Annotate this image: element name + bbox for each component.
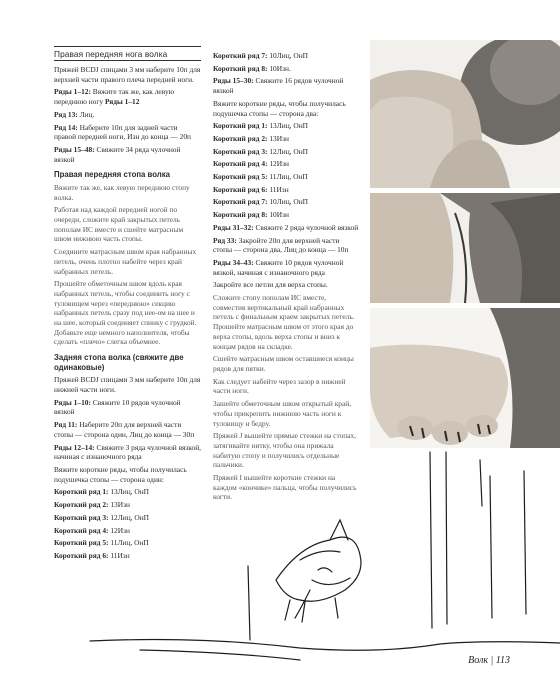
photo-back-leg-image xyxy=(370,193,560,303)
paragraph: Вяжите короткие ряды, чтобы получилась подушечка стопы — сторона два: xyxy=(213,98,346,118)
section-title-front-leg: Правая передняя нога волка xyxy=(54,46,201,61)
paragraph: Ряд 14: Наберите 10п для задней части правой передней ноги, Изн до конца — 20п xyxy=(54,122,192,142)
paragraph: Ряды 31–32: Свяжите 2 ряда чулочной вязкой xyxy=(213,222,359,232)
paragraph: Ряды 15–48: Свяжите 34 ряда чулочной вязкой xyxy=(54,144,181,164)
short-row: Короткий ряд 4: 12Изн xyxy=(213,159,289,169)
paragraph: Работая над каждой передней ногой по очереди, сложите край закрытых петель пополам ИС вместе и сшейте матрасным швом нижнюю часть стопы. xyxy=(54,205,184,244)
subheading-front-paw: Правая передняя стопа волка xyxy=(54,170,170,180)
short-row: Короткий ряд 1: 13Лиц, ОнП xyxy=(213,121,308,131)
paragraph: Как следует набейте через зазор в нижней части ноги. xyxy=(213,376,346,396)
paragraph: Ряды 1–12: Вяжите так же, как левую переднюю ногу Ряды 1–12 xyxy=(54,87,175,107)
paragraph: Пряжей J вышейте прямые стежки на стопах, затягивайте нитку, чтобы она прижала набитую стопу и получились отдельные пальчики. xyxy=(213,431,357,470)
short-row: Короткий ряд 3: 12Лиц, ОнП xyxy=(213,146,308,156)
photo-claws-image xyxy=(370,308,560,448)
photo-back-leg xyxy=(370,193,560,303)
paragraph: Пряжей I вышейте короткие стежки на каждом «кончике» пальца, чтобы получились когти. xyxy=(213,473,357,502)
subheading-back-paw: Задняя стопа волка (свяжите две одинаковые) xyxy=(54,353,184,372)
short-row: Короткий ряд 8: 10Изн xyxy=(213,210,289,220)
short-row: Короткий ряд 7: 10Лиц, ОнП xyxy=(213,51,308,60)
paragraph: Ряды 1–10: Свяжите 10 рядов чулочной вязкой xyxy=(54,397,181,417)
short-row: Короткий ряд 6: 11Изн xyxy=(213,184,289,194)
paragraph: Ряд 13: Лиц. xyxy=(54,109,95,119)
photo-front-paw xyxy=(370,40,560,188)
short-rows-list xyxy=(213,121,360,220)
paragraph: Зашейте обметочным швом открытый край, чтобы прикрепить нижнюю часть ноги к туловищу и бедру. xyxy=(213,399,352,428)
short-row: Короткий ряд 7: 10Лиц, ОнП xyxy=(213,197,308,207)
photo-claws xyxy=(370,308,560,448)
paragraph: Ряд 33: Закройте 20п для верхней части стопы — сторона два, Лиц до конца — 10п xyxy=(213,235,349,255)
short-row: Короткий ряд 8: 10Изн. xyxy=(213,63,291,73)
short-row: Короткий ряд 1: 13Лиц, ОнП xyxy=(54,487,149,497)
middle-column xyxy=(213,51,360,505)
short-rows-list xyxy=(54,487,201,560)
paragraph: Ряды 15–30: Свяжите 16 рядов чулочной вязкой xyxy=(213,76,344,96)
short-row: Короткий ряд 4: 12Изн xyxy=(54,525,130,535)
short-row: Короткий ряд 3: 12Лиц, ОнП xyxy=(54,512,149,522)
paragraph: Закройте все петли для верха стопы. xyxy=(213,280,328,290)
left-column xyxy=(54,46,201,564)
paragraph: Сложите стопу пополам ИС вместе, совместив вертикальный край набранных петель с финальным краем закрытых петель. Прошейте матрасным швом от этого края до верха стопы, вдоль верха стопы и вниз к концам рядов на складке. xyxy=(213,293,355,351)
paragraph: Соедините матрасным швом края набранных петель, очень плотно набейте через край набранных петель. xyxy=(54,247,197,276)
paragraph: Ряды 12–14: Свяжите 3 ряда чулочной вязкой, начиная с изнаночного ряда xyxy=(54,442,202,462)
paragraph: Сшейте матрасным швом оставшиеся концы рядов для пятки. xyxy=(213,354,354,373)
short-row: Короткий ряд 5: 11Лиц, ОнП xyxy=(54,538,149,548)
short-row: Короткий ряд 2: 13Изн xyxy=(213,133,289,143)
short-row: Короткий ряд 6: 11Изн xyxy=(54,550,130,560)
paragraph: Пряжей BCDJ спицами 3 мм наберите 10п для верхней части правого плеча передней ноги. xyxy=(54,65,201,84)
photo-front-paw-image xyxy=(370,40,560,188)
paragraph: Вяжите так же, как левую переднюю стопу волка. xyxy=(54,182,190,202)
paragraph: Ряд 11: Наберите 20п для верхней части стопы — сторона один, Лиц до конца — 30п xyxy=(54,420,195,439)
page-footer: Волк | 113 xyxy=(468,655,510,666)
paragraph: Ряды 34–43: Свяжите 10 рядов чулочной вязкой, начиная с изнаночного ряда xyxy=(213,257,344,277)
paragraph: Вяжите короткие ряды, чтобы получилась подушечка стопы — сторона один: xyxy=(54,464,187,484)
short-row: Короткий ряд 5: 11Лиц, ОнП xyxy=(213,172,308,182)
paragraph: Пряжей BCDJ спицами 3 мм наберите 10п для нижней части ноги. xyxy=(54,375,201,395)
short-row: Короткий ряд 2: 13Изн xyxy=(54,500,130,510)
paragraph: Прошейте обметочным швом вдоль края набранных петель, чтобы соединить ногу с туловищем через «переднюю» секцию набранных петель сразу под нее-ом на шее и на шее, который соединяет спинку с грудкой. Добавьте еще немного наполнителя, чтобы сделать «плечо» слегка объемнее. xyxy=(54,279,197,347)
